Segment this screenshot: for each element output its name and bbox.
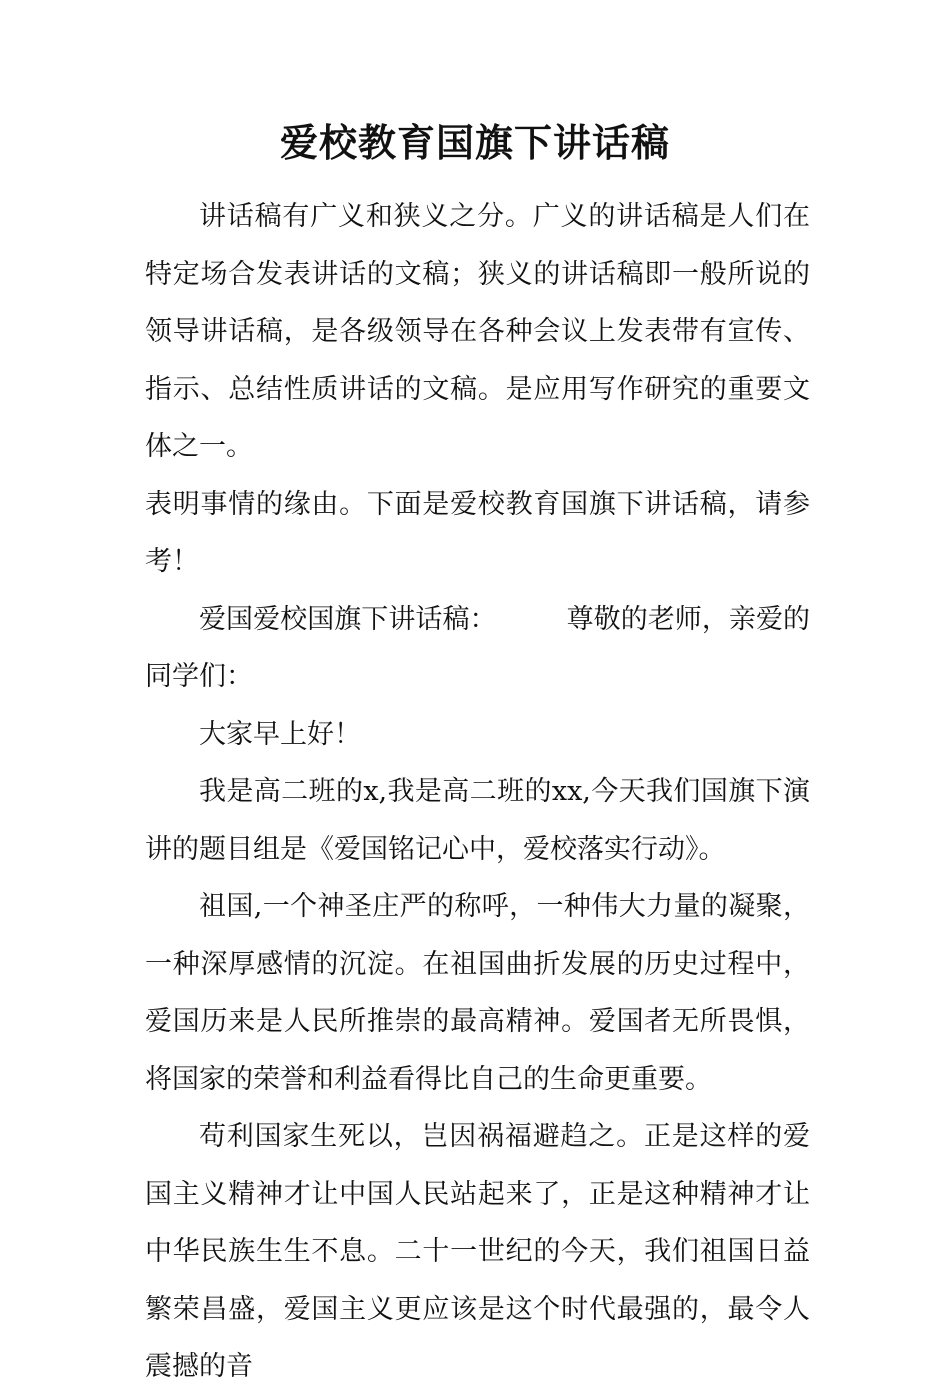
speech-opening — [145, 591, 810, 706]
motherland-paragraph: 祖国,一个神圣庄严的称呼，一种伟大力量的凝聚，一种深厚感情的沉淀。在祖国曲折发展的历史过程中，爱国历来是人民所推崇的最高精神。爱国者无所畏惧，将国家的荣誉和利益看得比自己的生命更重要。 — [145, 891, 810, 1095]
salutation: 尊敬的老师，亲爱的同学们： — [145, 603, 811, 692]
intro-paragraph: 讲话稿有广义和狭义之分。广义的讲话稿是人们在特定场合发表讲话的文稿；狭义的讲话稿即一般所说的领导讲话稿，是各级领导在各种会议上发表带有宣传、指示、总结性质讲话的文稿。是应用写作研究的重要文体之一。 — [145, 201, 810, 462]
document-body — [145, 188, 810, 1396]
introduction-paragraph: 我是高二班的x,我是高二班的xx,今天我们国旗下演讲的题目组是《爱国铭记心中，爱校落实行动》。 — [145, 776, 810, 865]
greeting-paragraph: 大家早上好！ — [199, 718, 361, 750]
patriotism-paragraph: 苟利国家生死以，岂因祸福避趋之。正是这样的爱国主义精神才让中国人民站起来了，正是这种精神才让中华民族生生不息。二十一世纪的今天，我们祖国日益繁荣昌盛，爱国主义更应该是这个时代最强的，最令人震撼的音 — [145, 1121, 810, 1382]
intro-closing-line: 表明事情的缘由。下面是爱校教育国旗下讲话稿，请参考！ — [145, 488, 810, 577]
speech-heading: 爱国爱校国旗下讲话稿： — [199, 603, 497, 635]
document-title: 爱校教育国旗下讲话稿 — [279, 121, 670, 165]
